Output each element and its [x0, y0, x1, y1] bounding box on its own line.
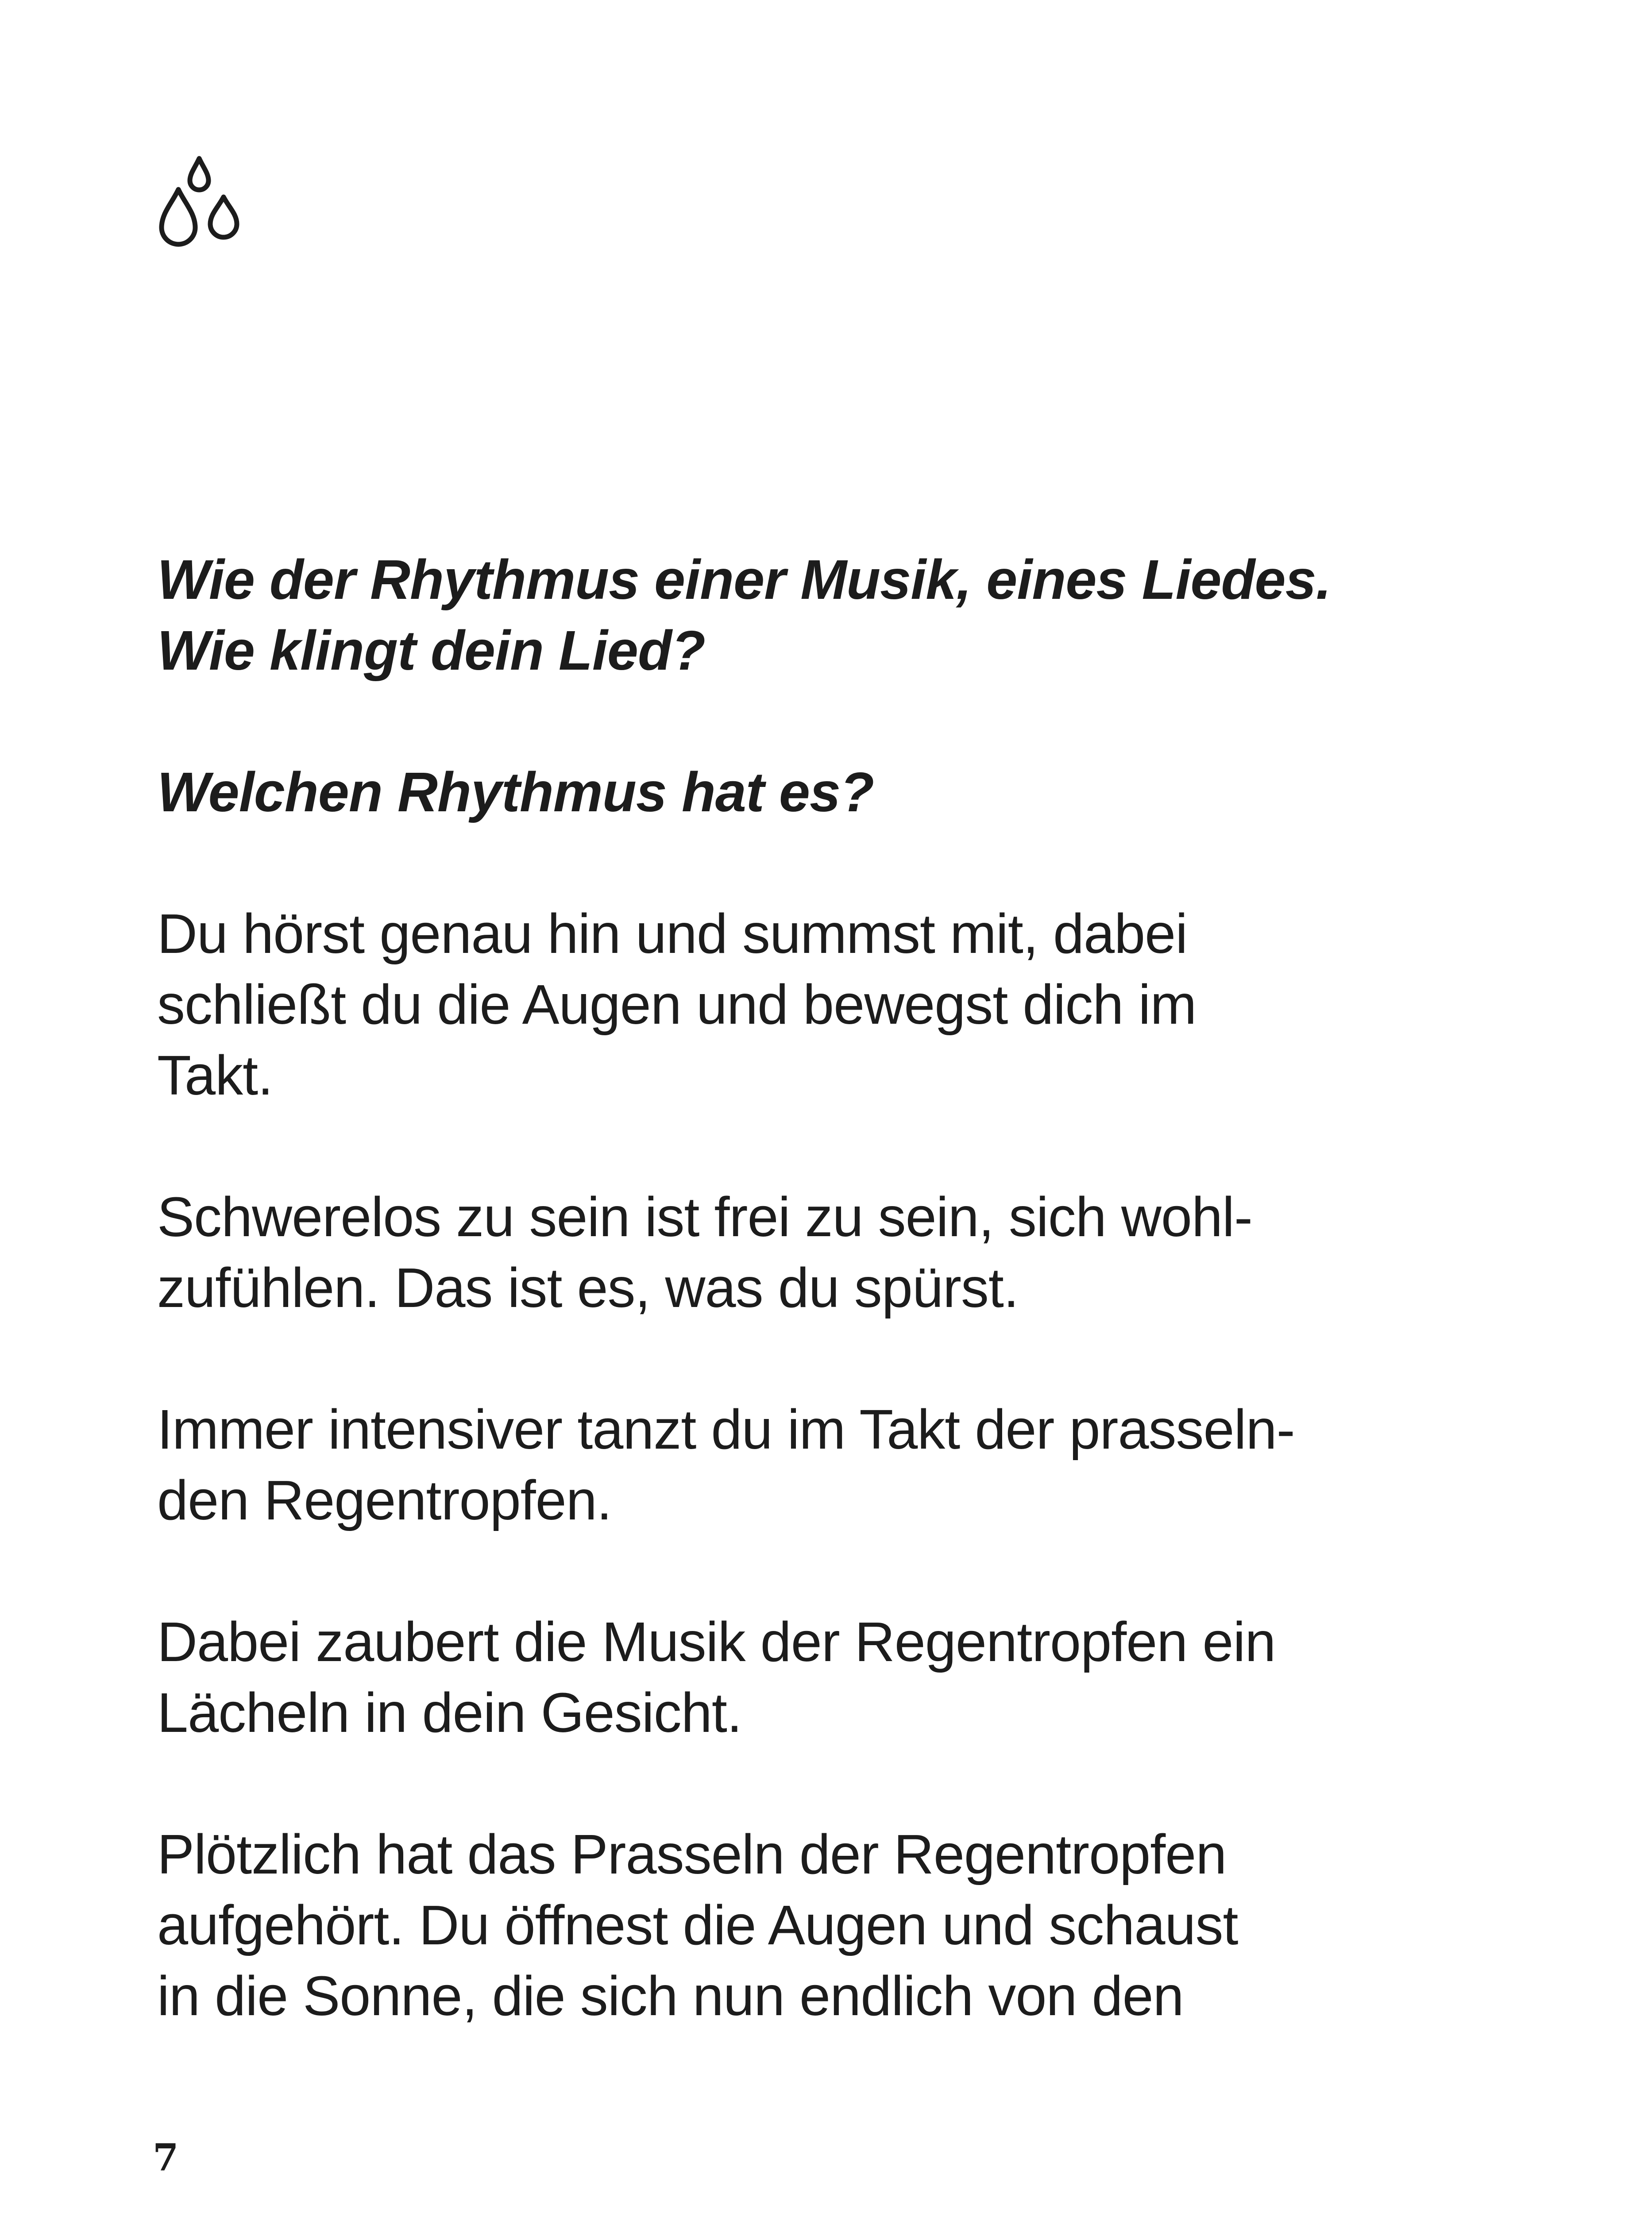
text-line: Du hörst genau hin und summst mit, dabei: [157, 902, 1188, 965]
text-line: schließt du die Augen und bewegst dich im: [157, 973, 1197, 1036]
question-paragraph: [157, 544, 1441, 686]
text-body: [157, 544, 1441, 2032]
body-paragraph: [157, 1607, 1441, 1748]
question-paragraph: [157, 757, 1441, 828]
text-line: den Regentropfen.: [157, 1469, 612, 1531]
text-line: Immer intensiver tanzt du im Takt der prasseln-: [157, 1398, 1295, 1461]
page-number: 7: [153, 2136, 179, 2179]
text-line: Dabei zaubert die Musik der Regentropfen ein: [157, 1611, 1276, 1673]
text-line: Takt.: [157, 1044, 273, 1106]
body-paragraph: [157, 1394, 1441, 1536]
text-line: Schwerelos zu sein ist frei zu sein, sich wohl-: [157, 1186, 1252, 1248]
text-line: in die Sonne, die sich nun endlich von den: [157, 1965, 1184, 2027]
body-paragraph: [157, 898, 1441, 1111]
text-line: Wie klingt dein Lied?: [157, 619, 705, 682]
body-paragraph: [157, 1182, 1441, 1323]
text-line: Lächeln in dein Gesicht.: [157, 1681, 742, 1744]
raindrops-icon: [153, 155, 246, 250]
text-line: Plötzlich hat das Prasseln der Regentropfen: [157, 1823, 1227, 1885]
text-line: aufgehört. Du öffnest die Augen und schaust: [157, 1894, 1238, 1956]
text-line: Welchen Rhythmus hat es?: [157, 761, 874, 823]
text-line: Wie der Rhythmus einer Musik, eines Liedes.: [157, 548, 1331, 611]
text-line: zufühlen. Das ist es, was du spürst.: [157, 1257, 1019, 1319]
body-paragraph: [157, 1819, 1441, 2032]
